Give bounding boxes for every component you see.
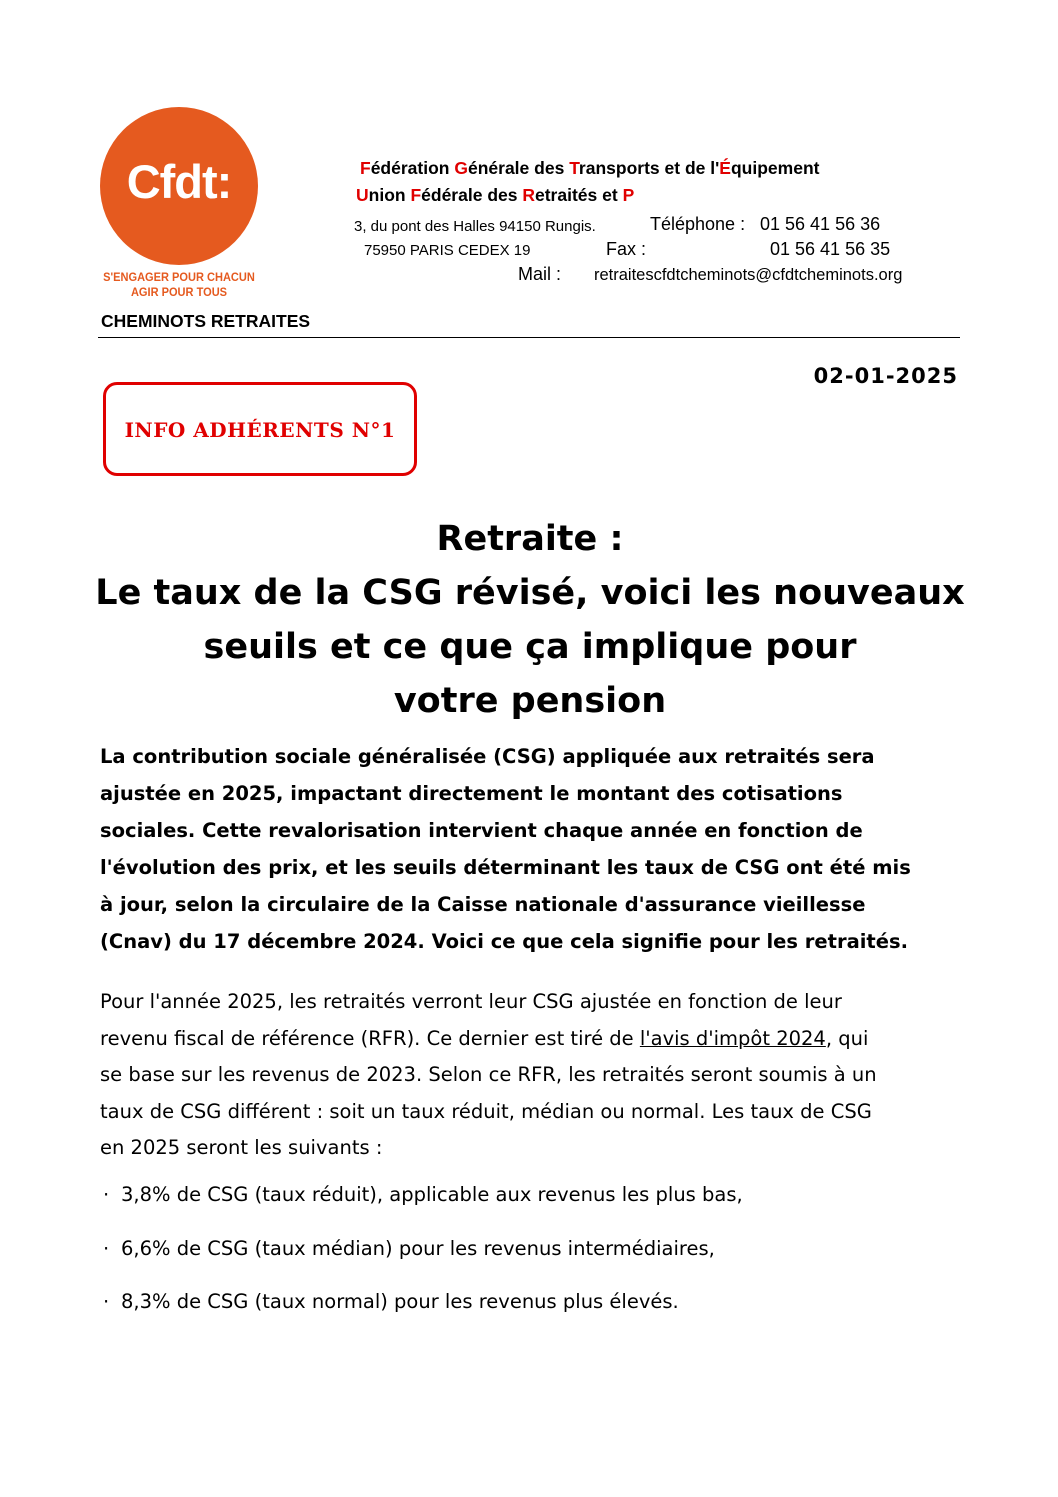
title-line-4: votre pension [393,681,667,721]
mail-address[interactable]: retraitescfdtcheminots@cfdtcheminots.org [594,266,903,284]
rate-list-item [103,1290,679,1313]
phone-label: Téléphone : [650,214,746,234]
intro-paragraph [100,738,980,960]
bullet-icon: · [103,1290,110,1313]
intro-line: à jour, selon la circulaire de la Caisse nationale d'assurance vieillesse [100,893,866,916]
body-line-2 [100,1021,980,1058]
logo-slogan [97,270,261,300]
body-line-2-start: revenu fiscal de référence (RFR). Ce dernier est tiré de [100,1026,640,1050]
bullet-icon: · [103,1183,110,1206]
federation-name: Fédération Générale des Transports et de l'Équipement [360,158,820,178]
intro-line: La contribution sociale généralisée (CSG) appliquée aux retraités sera [100,745,875,768]
fax-label: Fax : [606,239,647,259]
slogan-line-2: AGIR POUR TOUS [130,285,228,299]
body-paragraph [100,984,980,1167]
phone-number: 01 56 41 56 36 [760,214,881,234]
logo-text: Cfdt: [126,155,232,208]
bullet-icon: · [103,1237,110,1260]
address-line-1: 3, du pont des Halles 94150 Rungis. [354,218,596,235]
slogan-line-1: S'ENGAGER POUR CHACUN [103,270,255,284]
body-line-3: se base sur les revenus de 2023. Selon ce RFR, les retraités seront soumis à un [100,1063,877,1086]
title-line-2: Le taux de la CSG révisé, voici les nouveaux [95,573,965,613]
rate-text: 6,6% de CSG (taux médian) pour les revenus intermédiaires, [121,1237,715,1260]
body-line-5: en 2025 seront les suivants : [100,1136,383,1159]
rate-list-item [103,1183,743,1206]
header-divider [98,337,960,338]
fax-number: 01 56 41 56 35 [770,239,891,259]
rate-text: 8,3% de CSG (taux normal) pour les revenus plus élevés. [121,1290,679,1313]
intro-line: ajustée en 2025, impactant directement le montant des cotisations [100,782,843,805]
title-line-3: seuils et ce que ça implique pour [203,627,857,667]
info-badge-text: INFO ADHÉRENTS N°1 [124,418,396,442]
title-line-1: Retraite : [436,519,624,559]
union-name: Union Fédérale des Retraités et P [356,185,635,205]
body-line-2-end: , qui [825,1026,869,1050]
document-date: 02-01-2025 [813,364,958,388]
body-line-4: taux de CSG différent : soit un taux réduit, médian ou normal. Les taux de CSG [100,1099,872,1123]
intro-line: l'évolution des prix, et les seuils déterminant les taux de CSG ont été mis [100,856,911,879]
info-badge [103,382,417,476]
mail-label: Mail : [518,264,562,284]
rate-list-item [103,1237,715,1260]
address-line-2: 75950 PARIS CEDEX 19 [364,242,531,259]
body-line-1: Pour l'année 2025, les retraités verront leur CSG ajustée en fonction de leur [100,990,842,1013]
intro-line: (Cnav) du 17 décembre 2024. Voici ce que cela signifie pour les retraités. [100,930,908,953]
cfdt-logo [100,107,258,265]
rate-text: 3,8% de CSG (taux réduit), applicable aux revenus les plus bas, [121,1183,743,1206]
page-title [60,512,1000,728]
intro-line: sociales. Cette revalorisation intervient chaque année en fonction de [100,819,863,842]
avis-impot-link[interactable]: l'avis d'impôt 2024 [639,1026,826,1050]
department-label: CHEMINOTS RETRAITES [101,311,311,331]
